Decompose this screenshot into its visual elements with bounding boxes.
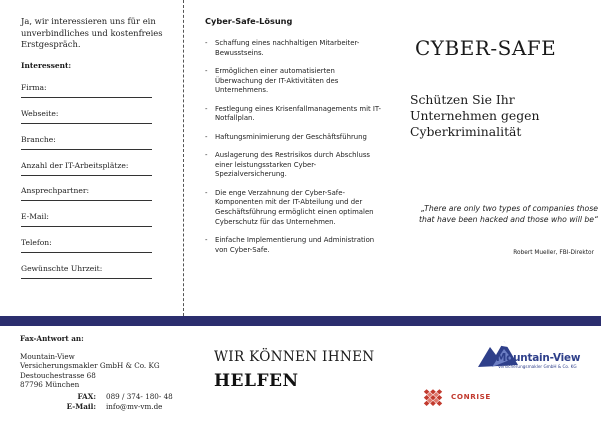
cta-line-1: WIR KÖNNEN IHNEN [214, 349, 375, 365]
cover-panel [393, 0, 601, 316]
quote-author: Robert Mueller, FBI-Direktor [513, 250, 594, 256]
brand-title: CYBER-SAFE [415, 36, 557, 60]
bullet-dash: - [205, 67, 208, 75]
form-intro: Ja, wir interessieren uns für ein unverbindliches und kostenfreies Erstgespräch. [21, 16, 163, 49]
solution-bullets [205, 39, 383, 256]
fax-title: Fax-Antwort an: [20, 334, 84, 343]
form-field-label: E-Mail: [21, 212, 49, 222]
email-label: E-Mail: [66, 401, 96, 411]
bullet-text: Festlegung eines Krisenfallmanagements mit IT-Notfallplan. [215, 104, 381, 123]
solution-bullet [205, 133, 383, 143]
fax-label: FAX: [77, 391, 96, 401]
mountain-view-name: Mountain-View [496, 352, 581, 364]
form-field-row[interactable] [21, 253, 152, 279]
tagline: Schützen Sie Ihr Unternehmen gegen Cyberkriminalität [410, 92, 540, 139]
bullet-text: Auslagerung des Restrisikos durch Abschluss einer leistungsstarken Cyber-Spezialversicherung. [215, 151, 371, 179]
bullet-dash: - [205, 236, 208, 245]
fax-reply-block [20, 334, 190, 411]
form-field-label: Gewünschte Uhrzeit: [21, 263, 103, 273]
bullet-text: Haftungsminimierung der Geschäftsführung [215, 132, 367, 141]
form-field-label: Firma: [21, 83, 47, 93]
address-line: 87796 München [20, 380, 80, 390]
bullet-dash: - [205, 188, 208, 197]
form-field-row[interactable] [21, 227, 152, 253]
address-line: Destouchestrasse 68 [20, 370, 96, 380]
quote: „There are only two types of companies those that have been hacked and those who will be“ [418, 204, 598, 224]
solution-bullet [205, 236, 383, 255]
form-field-row[interactable] [21, 201, 152, 227]
form-field-row[interactable] [21, 124, 152, 150]
solution-title: Cyber-Safe-Lösung [205, 16, 293, 26]
email-address: info@mv-vm.de [106, 401, 163, 411]
bullet-dash: - [205, 132, 208, 141]
solution-bullet [205, 67, 383, 96]
cta-line-2: HELFEN [214, 371, 299, 391]
form-field-label: Ansprechpartner: [21, 186, 90, 196]
conrise-name: CONRISE [451, 392, 491, 401]
solution-bullet [205, 39, 383, 58]
solution-bullet [205, 189, 383, 228]
solution-bullet [205, 151, 383, 180]
bullet-dash: - [205, 104, 208, 113]
conrise-logo-icon [417, 380, 449, 410]
bullet-dash: - [205, 39, 208, 47]
bullet-text: Die enge Verzahnung der Cyber-Safe-Komponenten mit der IT-Abteilung und der Geschäftsführung ermöglicht einen optimalen Cyberschutz für das Unternehmen. [215, 188, 374, 226]
email-row [20, 402, 190, 412]
form-field-row[interactable] [21, 73, 152, 99]
form-field-row[interactable] [21, 150, 152, 176]
form-field-label: Branche: [21, 134, 56, 144]
fax-row [20, 392, 190, 402]
solution-bullet [205, 105, 383, 124]
form-fields [21, 73, 173, 279]
bullet-text: Schaffung eines nachhaltigen Mitarbeiter-Bewusstseins. [215, 39, 360, 57]
divider-band [0, 316, 601, 326]
bullet-text: Einfache Implementierung und Administration von Cyber-Safe. [215, 236, 375, 254]
form-field-row[interactable] [21, 98, 152, 124]
fax-number: 089 / 374- 180- 48 [106, 391, 173, 401]
bullet-dash: - [205, 151, 208, 159]
form-field-label: Webseite: [21, 109, 59, 119]
form-field-label: Telefon: [21, 238, 52, 248]
bullet-text: Ermöglichen einer automatisierten Überwachung der IT-Aktivitäten des Unternehmens. [215, 67, 339, 95]
form-field-row[interactable] [21, 176, 152, 202]
interest-title: Interessent: [21, 60, 72, 70]
mountain-view-subtitle: Versicherungsmakler GmbH & Co. KG [498, 364, 577, 369]
form-field-label: Anzahl der IT-Arbeitsplätze: [21, 160, 129, 170]
solution-panel [183, 0, 393, 316]
reply-form-panel [0, 0, 183, 316]
address-line: Versicherungsmakler GmbH & Co. KG [20, 361, 160, 371]
address-line: Mountain-View [20, 351, 75, 361]
